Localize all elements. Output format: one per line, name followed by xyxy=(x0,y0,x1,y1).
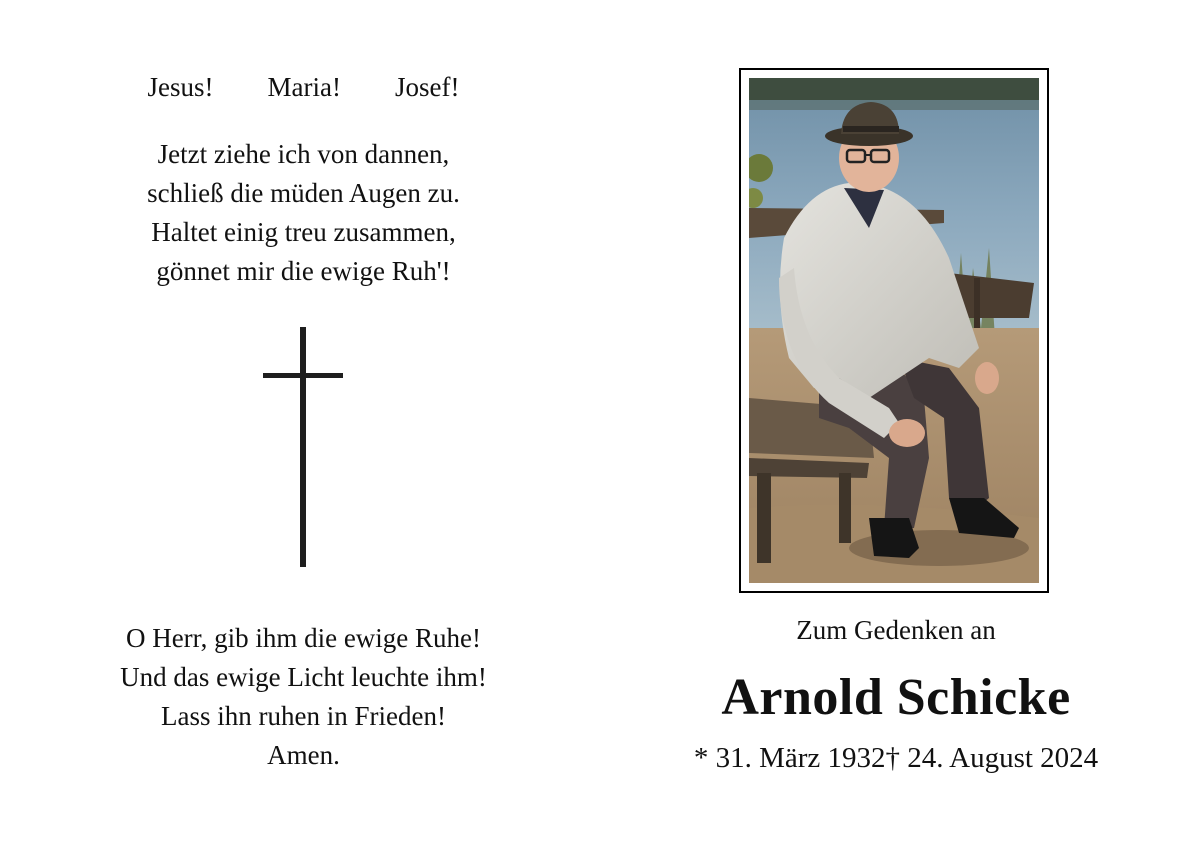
invocation-jesus: Jesus! xyxy=(147,72,214,102)
poem-line: gönnet mir die ewige Ruh'! xyxy=(156,256,451,286)
prayer-line: O Herr, gib ihm die ewige Ruhe! xyxy=(125,623,482,653)
invocation-josef: Josef! xyxy=(394,72,460,102)
portrait-photo xyxy=(749,78,1039,583)
farewell-poem xyxy=(0,135,607,291)
invocation-maria: Maria! xyxy=(267,72,341,102)
cross-horizontal-beam xyxy=(263,373,343,378)
life-dates xyxy=(600,742,1192,775)
deceased-name: Arnold Schicke xyxy=(721,669,1071,726)
poem-line: Haltet einig treu zusammen, xyxy=(151,217,456,247)
birth-date: * 31. März 1932 xyxy=(693,742,886,774)
memorial-heading: Zum Gedenken an xyxy=(796,615,996,645)
prayer-line: Und das ewige Licht leuchte ihm! xyxy=(120,662,487,692)
death-date: † 24. August 2024 xyxy=(885,742,1099,774)
poem-line: schließ die müden Augen zu. xyxy=(147,178,460,208)
closing-prayer xyxy=(0,619,607,775)
poem-line: Jetzt ziehe ich von dannen, xyxy=(157,139,450,169)
right-page xyxy=(600,0,1200,857)
prayer-line: Amen. xyxy=(267,740,340,770)
cross-icon xyxy=(263,327,345,567)
cross-vertical-beam xyxy=(300,327,306,567)
invocation-names xyxy=(0,72,607,103)
prayer-line: Lass ihn ruhen in Frieden! xyxy=(161,701,446,731)
portrait-frame xyxy=(739,68,1049,593)
